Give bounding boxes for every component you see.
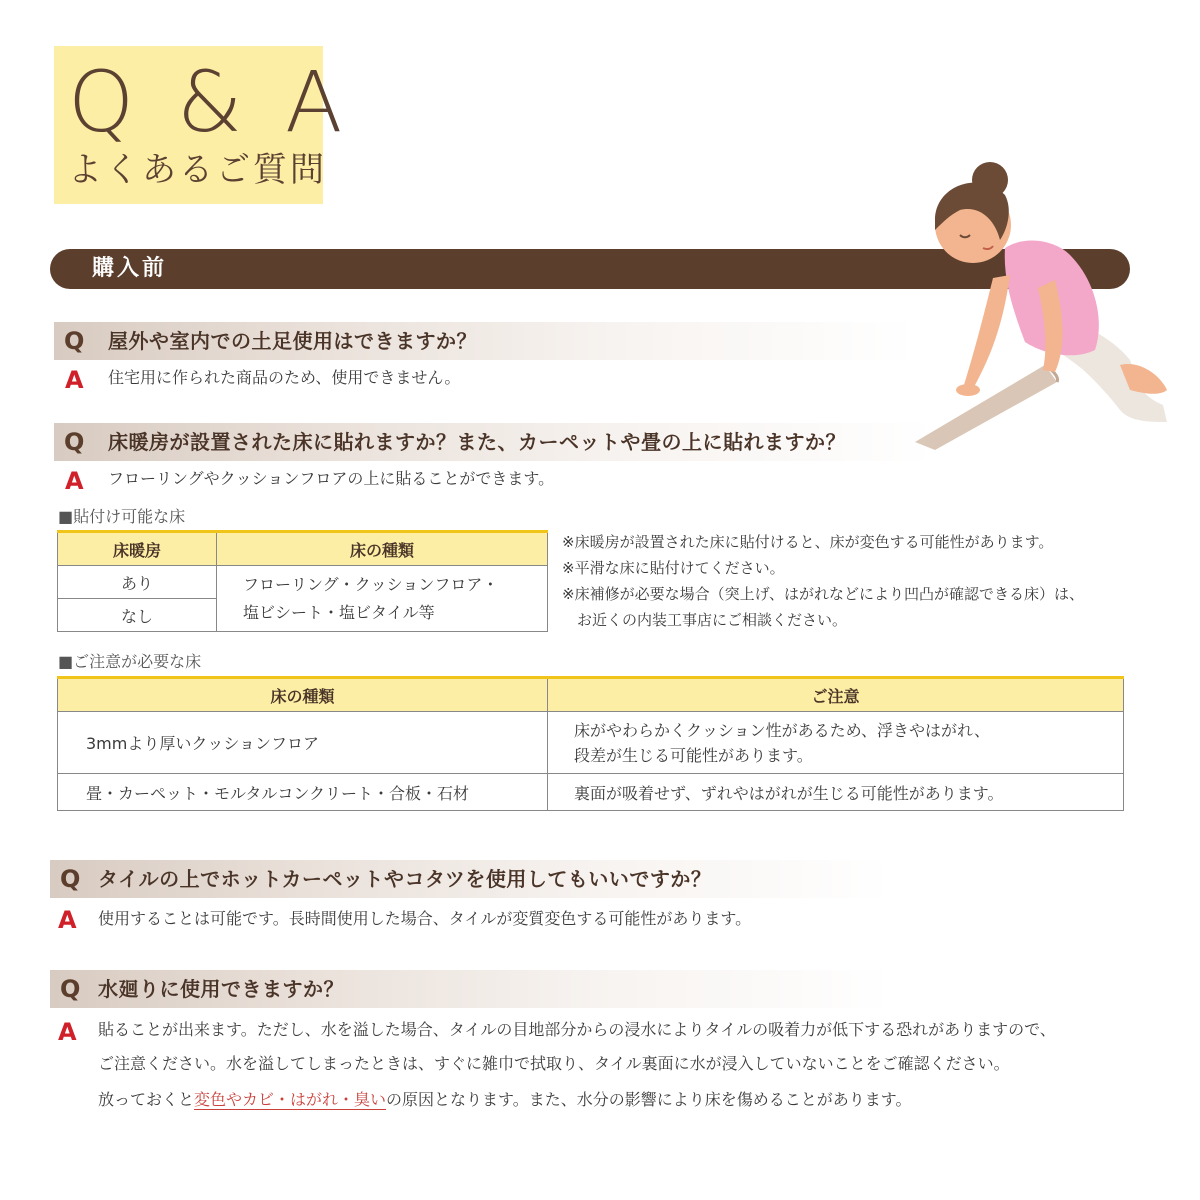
q-mark: Q (60, 975, 81, 1003)
applicable-floor-table (57, 530, 548, 632)
answer-suffix: の原因となります。また、水分の影響により床を傷めることがあります。 (386, 1090, 912, 1109)
caution-floor-table (57, 676, 1124, 811)
q-mark: Q (60, 865, 81, 893)
table-cell: あり (58, 566, 217, 599)
answer-line: 貼ることが出来ます。ただし、水を溢した場合、タイルの目地部分からの浸水によりタイルの吸着力が低下する恐れがありますので、 (98, 1020, 1056, 1039)
section-title: 購入前 (92, 256, 168, 281)
table-cell (548, 712, 1124, 774)
answer-text: 住宅用に作られた商品のため、使用できません。 (108, 368, 461, 387)
a-mark: A (65, 366, 84, 394)
page-title: Q & A (68, 53, 351, 151)
table-header: 床暖房 (58, 532, 217, 566)
note-line: ※床補修が必要な場合（突上げ、はがれなどにより凹凸が確認できる床）は、 (562, 585, 1084, 603)
caution-line: 段差が生じる可能性があります。 (574, 745, 813, 765)
answer-text: 使用することは可能です。長時間使用した場合、タイルが変質変色する可能性があります。 (98, 909, 752, 928)
page-subtitle: よくあるご質問 (68, 150, 327, 190)
answer-line (98, 1086, 911, 1114)
table-cell: 裏面が吸着せず、ずれやはがれが生じる可能性があります。 (548, 774, 1124, 811)
table2-label: ■ご注意が必要な床 (58, 652, 202, 671)
q-mark: Q (64, 327, 85, 355)
question-text: 床暖房が設置された床に貼れますか？また、カーペットや畳の上に貼れますか？ (108, 430, 846, 454)
q-mark: Q (64, 428, 85, 456)
a-mark: A (58, 906, 77, 934)
answer-highlight: 変色やカビ・はがれ・臭い (194, 1090, 387, 1109)
table-cell (217, 566, 548, 632)
a-mark: A (65, 467, 84, 495)
caution-line: 床がやわらかくクッション性があるため、浮きやはがれ、 (574, 720, 991, 740)
note-line: お近くの内装工事店にご相談ください。 (562, 611, 848, 629)
table-header: ご注意 (548, 678, 1124, 712)
question-bar (50, 860, 890, 898)
table-cell: 3mmより厚いクッションフロア (58, 712, 548, 774)
floor-types-line: フローリング・クッションフロア・ (243, 574, 499, 594)
table-header: 床の種類 (217, 532, 548, 566)
title-box (54, 46, 351, 204)
question-bar (54, 423, 934, 461)
answer-prefix: 放っておくと (98, 1090, 195, 1109)
question-bar (54, 322, 914, 360)
question-text: 屋外や室内での土足使用はできますか？ (108, 329, 477, 353)
answer-line: ご注意ください。水を溢してしまったときは、すぐに雑巾で拭取り、タイル裏面に水が浸入していないことをご確認ください。 (98, 1054, 1010, 1073)
note-line: ※床暖房が設置された床に貼付けると、床が変色する可能性があります。 (562, 533, 1054, 551)
question-text: 水廻りに使用できますか？ (98, 977, 344, 1001)
table-header: 床の種類 (58, 678, 548, 712)
a-mark: A (58, 1018, 77, 1046)
question-text: タイルの上でホットカーペットやコタツを使用してもいいですか？ (98, 867, 712, 891)
table-cell: 畳・カーペット・モルタルコンクリート・合板・石材 (58, 774, 548, 811)
answer-text: フローリングやクッションフロアの上に貼ることができます。 (108, 469, 555, 488)
woman-laying-floor-tile-icon (905, 160, 1185, 450)
note-line: ※平滑な床に貼付けてください。 (562, 559, 785, 577)
table-cell: なし (58, 599, 217, 632)
table1-label: ■貼付け可能な床 (58, 507, 186, 526)
floor-types-line: 塩ビシート・塩ビタイル等 (243, 602, 435, 622)
question-bar (50, 970, 890, 1008)
